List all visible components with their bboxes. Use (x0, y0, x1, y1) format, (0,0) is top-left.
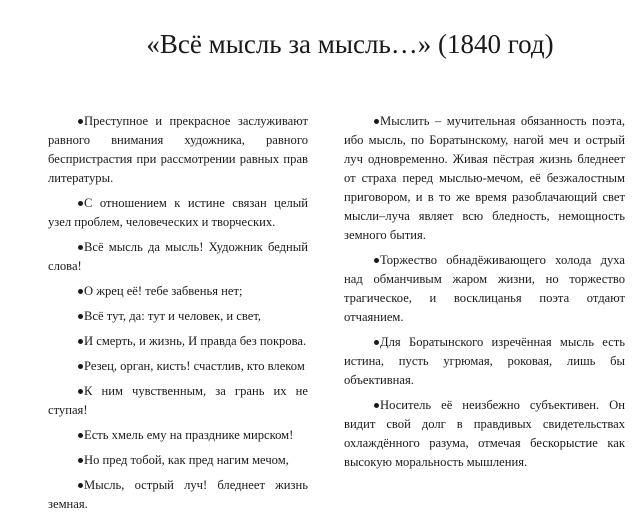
bullet-icon (78, 389, 83, 394)
bullet-paragraph: Всё тут, да: тут и человек, и свет, (48, 307, 308, 326)
bullet-paragraph: Торжество обнадёживающего холода духа над обманчивым жаром жизни, но торжество трагическое, и восклицанья поэта отдают отчаянием. (344, 253, 625, 324)
bullet-paragraph: Есть хмель ему на празднике мирском! (48, 426, 308, 445)
bullet-icon (78, 433, 83, 438)
bullet-icon (374, 340, 379, 345)
bullet-paragraph: О жрец её! тебе забвенья нет; (48, 282, 308, 301)
bullet-paragraph: С отношением к истине связан целый узел проблем, человеческих и творческих. (48, 196, 308, 229)
bullet-paragraph: Резец, орган, кисть! счастлив, кто влеком (48, 357, 308, 376)
bullet-icon (78, 458, 83, 463)
bullet-paragraph: Всё мысль да мысль! Художник бедный слова! (48, 240, 308, 273)
bullet-paragraph: Мыслить – мучительная обязанность поэта, ибо мысль, по Боратынскому, нагой меч и острый луч одновременно. Живая пёстрая жизнь бледнеет от страха перед мыслью-мечом, её безжалостным приговором, и в то же время разоблачающий свет мысли–луча являет всю бледность, немощность земного бытия. (344, 114, 625, 242)
bullet-paragraph: Для Боратынского изречённая мысль есть истина, пусть угрюмая, роковая, лишь бы объективная. (344, 335, 625, 387)
bullet-icon (78, 119, 83, 124)
bullet-paragraph: К ним чувственным, за грань их не ступая! (48, 384, 308, 417)
bullet-paragraph: Но пред тобой, как пред нагим мечом, (48, 451, 308, 470)
bullet-icon (78, 339, 83, 344)
bullet-icon (78, 289, 83, 294)
left-column (48, 112, 308, 520)
bullet-icon (78, 483, 83, 488)
bullet-paragraph: И смерть, и жизнь, И правда без покрова. (48, 332, 308, 351)
bullet-paragraph: Преступное и прекрасное заслуживают равного внимания художника, равного беспристрастия при рассмотрении равных прав литературы. (48, 114, 308, 185)
bullet-icon (78, 245, 83, 250)
bullet-icon (374, 403, 379, 408)
bullet-paragraph: Мысль, острый луч! бледнеет жизнь земная. (48, 478, 308, 511)
right-column (344, 112, 625, 478)
bullet-icon (374, 258, 379, 263)
slide-title: «Всё мысль за мысль…» (1840 год) (146, 29, 554, 59)
bullet-paragraph: Носитель её неизбежно субъективен. Он видит свой долг в правдивых свидетельствах охлаждённого разума, отмечая бескорыстие как высокую моральность мышления. (344, 398, 625, 469)
bullet-icon (374, 119, 379, 124)
bullet-icon (78, 364, 83, 369)
bullet-icon (78, 314, 83, 319)
bullet-icon (78, 201, 83, 206)
